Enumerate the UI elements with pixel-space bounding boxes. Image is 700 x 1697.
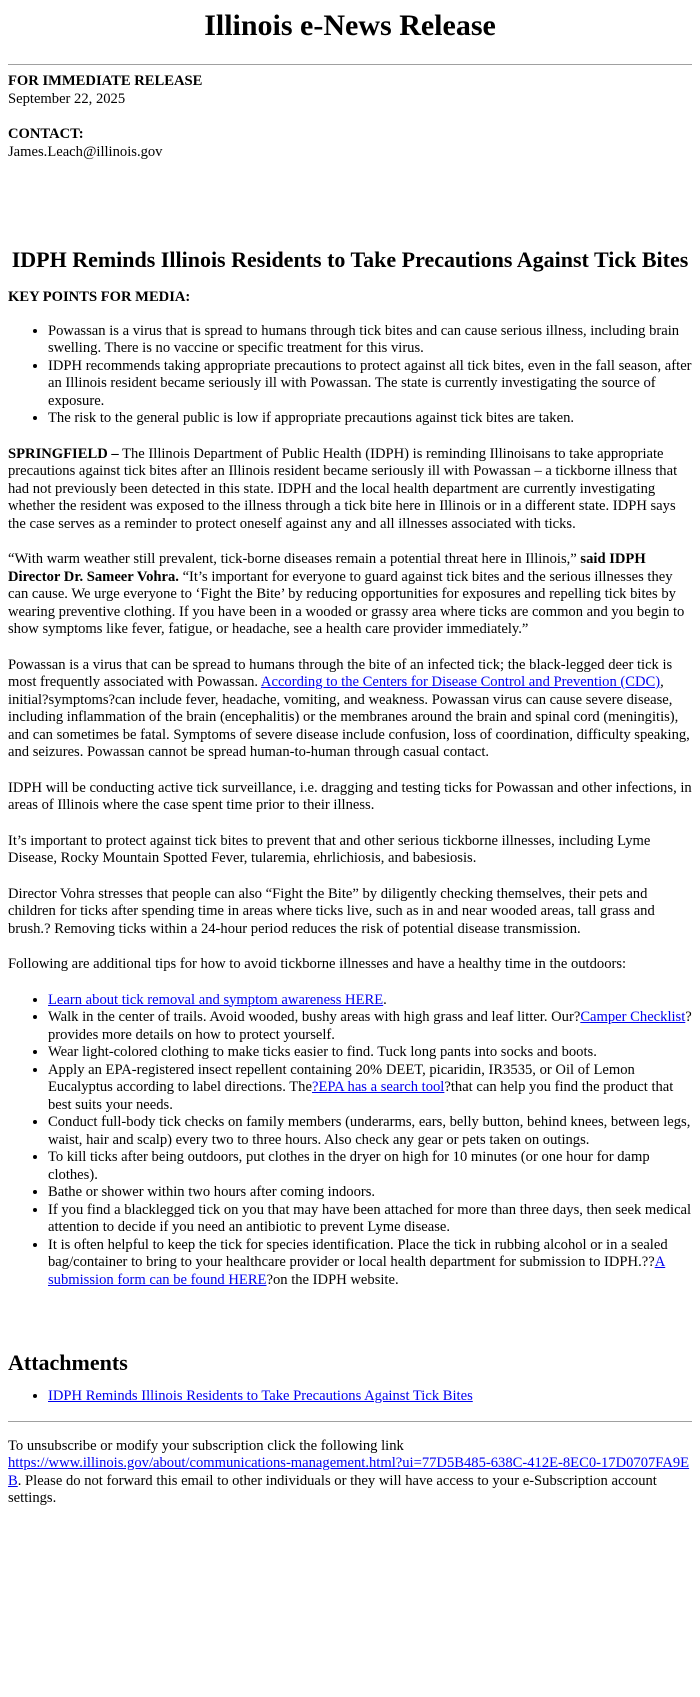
paragraph-powassan: Powassan is a virus that can be spread to humans through the bite of an infected tick; the black-legged deer tick is most frequently associated with Powassan. According to the Centers for Disease Control and Prevention (CDC), initial?symptoms?can include fever, headache, vomiting, and weakness. Powassan virus can cause severe disease, including inflammation of the brain (encephalitis) or the membranes around the brain and spinal cord (meningitis), and can sometimes be fatal. Symptoms of severe disease include confusion, loss of coordination, difficulty speaking, and seizures. Powassan cannot be spread human-to-human through casual contact. (8, 656, 690, 760)
epa-search-tool-link[interactable]: ?EPA has a search tool (311, 1079, 445, 1095)
tick-removal-link[interactable]: Learn about tick removal and symptom awareness HERE (48, 991, 384, 1008)
headline: IDPH Reminds Illinois Residents to Take Precautions Against Tick Bites (11, 247, 689, 272)
divider (8, 1421, 692, 1422)
key-points-list (8, 323, 692, 428)
list-item: • Learn about tick removal and symptom awareness HERE. (48, 992, 692, 1010)
contact-label: CONTACT: (8, 126, 84, 142)
list-item: • It is often helpful to keep the tick for species identification. Place the tick in rubbing alcohol or in a sealed bag/container to bring to your healthcare provider or local health department for submission to IDPH.??A submission form can be found HERE?on the IDPH website. (48, 1237, 692, 1290)
release-date: September 22, 2025 (8, 90, 126, 107)
list-item: • Powassan is a virus that is spread to humans through tick bites and can cause serious illness, including brain swelling. There is no vaccine or specific treatment for this virus. (48, 323, 692, 358)
release-block (8, 73, 692, 108)
attachment-link[interactable]: IDPH Reminds Illinois Residents to Take Precautions Against Tick Bites (48, 1388, 473, 1404)
paragraph-protect: It’s important to protect against tick bites to prevent that and other serious tickborne illnesses, including Lyme Disease, Rocky Mountain Spotted Fever, tularemia, ehrlichiosis, and babesiosis. (8, 832, 651, 866)
paragraph-fight-the-bite: Director Vohra stresses that people can also “Fight the Bite” by diligently checking themselves, their pets and children for ticks after spending time in areas where ticks live, such as in and near wooded areas, tall grass and brush.? Removing ticks within a 24-hour period reduces the risk of potential disease transmission. (8, 885, 655, 937)
list-item: • To kill ticks after being outdoors, put clothes in the dryer on high for 10 minutes (or one hour for damp clothes). (48, 1149, 692, 1184)
contact-block (8, 126, 692, 161)
page-title: Illinois e-News Release (204, 9, 496, 42)
unsubscribe-notice: To unsubscribe or modify your subscription click the following link https://www.illinois.gov/about/communications-management.html?ui=77D5B485-638C-412E-8EC0-17D0707FA9EB. Please do not forward this email to other individuals or they will have access to your e-Subscription account settings. (8, 1437, 690, 1506)
tips-list (8, 992, 692, 1290)
paragraph-tips-intro: Following are additional tips for how to avoid tickborne illnesses and have a healthy time in the outdoors: (8, 956, 627, 972)
list-item: • IDPH recommends taking appropriate precautions to protect against all tick bites, even in the fall season, after an Illinois resident became seriously ill with Powassan. The state is currently investigating the source of exposure. (48, 358, 692, 411)
submission-form-link[interactable]: A submission form can be found HERE (48, 1254, 666, 1288)
attachments-list (8, 1388, 692, 1406)
list-item: • If you find a blacklegged tick on you that may have been attached for more than three days, then seek medical attention to decide if you need an antibiotic to prevent Lyme disease. (48, 1202, 692, 1237)
contact-email: James.Leach@illinois.gov (8, 143, 163, 160)
paragraph-springfield: SPRINGFIELD – The Illinois Department of Public Health (IDPH) is reminding Illinoisans to take appropriate precautions against tick bites after an Illinois resident became seriously ill with Powassan – a tickborne illness that had not previously been detected in this state. IDPH and the local health department are currently investigating whether the resident was exposed to the illness through a tick bite here in Illinois or in a different state. IDPH says the case serves as a reminder to protect oneself against any and all illnesses associated with ticks. (8, 445, 678, 532)
dateline: SPRINGFIELD – (8, 445, 119, 462)
list-item: • Bathe or shower within two hours after coming indoors. (48, 1184, 692, 1202)
list-item (48, 1388, 692, 1406)
speaker: said IDPH Director Dr. Sameer Vohra. (8, 551, 646, 585)
paragraph-quote: “With warm weather still prevalent, tick-borne diseases remain a potential threat here in Illinois,” said IDPH Director Dr. Sameer Vohra. “It’s important for everyone to guard against tick bites and the serious illnesses they can cause. We urge everyone to ‘Fight the Bite’ by reducing opportunities for exposures and repelling tick bites by wearing preventive clothing. If you have been in a wooded or grassy area where ticks are common and you begin to show symptoms like fever, fatigue, or headache, see a health care provider immediately.” (8, 551, 685, 637)
key-points-heading: KEY POINTS FOR MEDIA: (8, 289, 191, 305)
unsubscribe-link[interactable]: https://www.illinois.gov/about/communications-management.html?ui=77D5B485-638C-412E-8EC0-17D0707FA9EB (8, 1455, 690, 1489)
camper-checklist-link[interactable]: Camper Checklist (580, 1009, 686, 1025)
attachments-heading: Attachments (8, 1350, 128, 1375)
list-item: • Conduct full-body tick checks on family members (underarms, ears, belly button, behind knees, between legs, waist, hair and scalp) every two to three hours. Also check any gear or pets taken on outings. (48, 1114, 692, 1149)
divider (8, 64, 692, 65)
list-item: • Walk in the center of trails. Avoid wooded, bushy areas with high grass and leaf litter. Our?Camper Checklist?provides more details on how to protect yourself. (48, 1009, 692, 1044)
paragraph-surveillance: IDPH will be conducting active tick surveillance, i.e. dragging and testing ticks for Powassan and other infections, in areas of Illinois where the case spent time prior to their illness. (8, 779, 692, 813)
list-item: • Apply an EPA-registered insect repellent containing 20% DEET, picaridin, IR3535, or Oil of Lemon Eucalyptus according to label directions. The?EPA has a search tool?that can help you find the product that best suits your needs. (48, 1062, 692, 1115)
list-item: • The risk to the general public is low if appropriate precautions against tick bites are taken. (48, 410, 692, 428)
release-label: FOR IMMEDIATE RELEASE (8, 73, 203, 89)
list-item: • Wear light-colored clothing to make ticks easier to find. Tuck long pants into socks and boots. (48, 1044, 692, 1062)
cdc-link[interactable]: According to the Centers for Disease Control and Prevention (CDC) (260, 674, 661, 690)
